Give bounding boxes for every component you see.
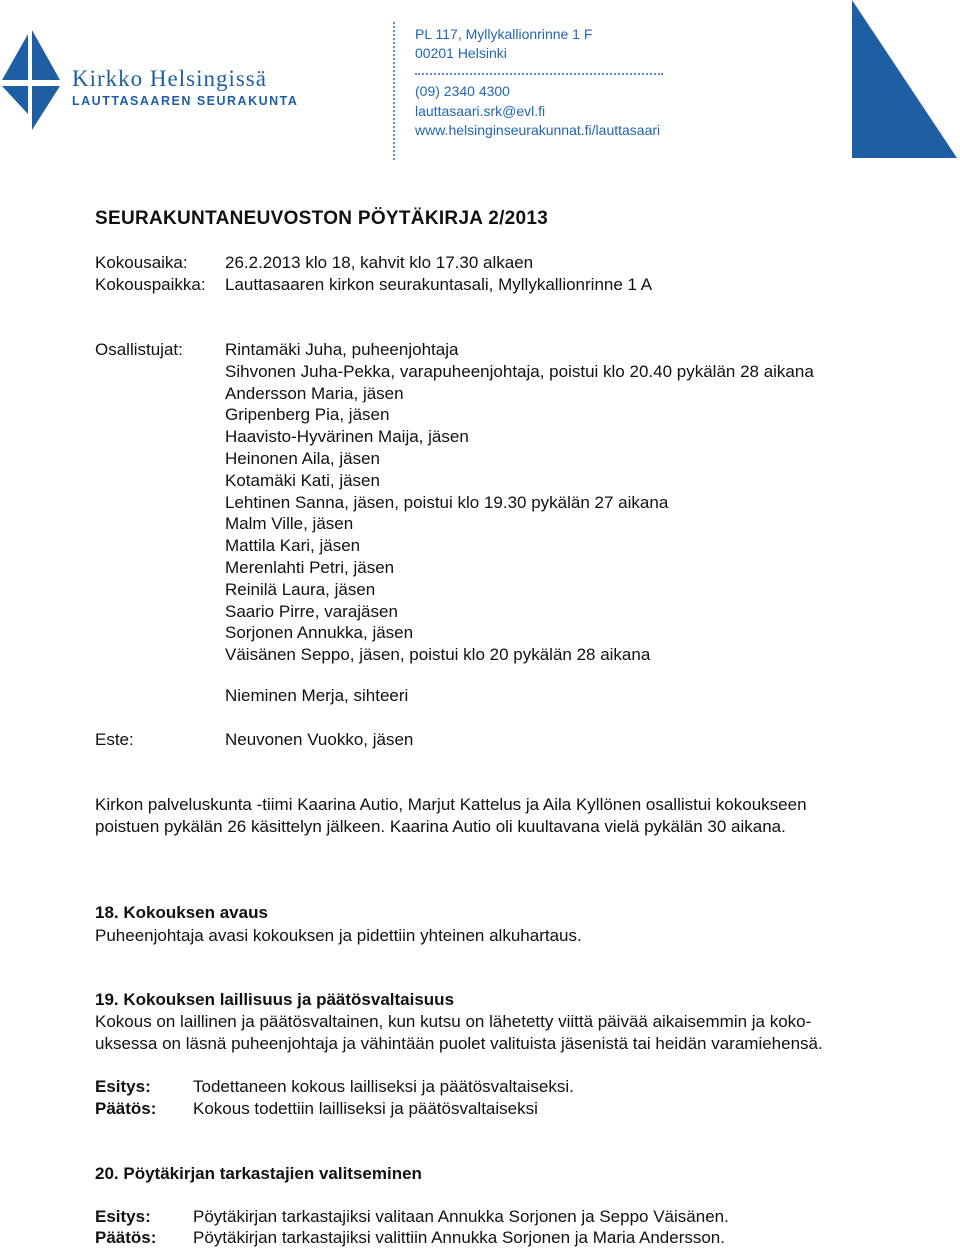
participant-item: Rintamäki Juha, puheenjohtaja (225, 340, 459, 359)
contact-phone: (09) 2340 4300 (415, 83, 510, 99)
church-logo-icon (2, 30, 66, 130)
logo-parish: LAUTTASAAREN SEURAKUNTA (72, 94, 299, 108)
section-20-proposal-label: Esitys: (95, 1207, 151, 1226)
contact-website[interactable]: www.helsinginseurakunnat.fi/lauttasaari (415, 122, 661, 138)
section-19-decision-label: Päätös: (95, 1099, 157, 1118)
note-line-2: poistuen pykälän 26 käsittelyn jälkeen. Kaarina Autio oli kuultavana vielä pykälän 30 aikana. (95, 817, 786, 836)
participant-item: Andersson Maria, jäsen (225, 383, 404, 403)
participants-label: Osallistujat: (95, 340, 183, 359)
logo (2, 30, 302, 135)
section-18-heading: 18. Kokouksen avaus (95, 903, 268, 922)
meeting-time-value: 26.2.2013 klo 18, kahvit klo 17.30 alkaen (225, 253, 534, 272)
section-19-proposal-label: Esitys: (95, 1077, 151, 1096)
participant-item: Saario Pirre, varajäsen (225, 601, 398, 621)
participant-item: Sihvonen Juha-Pekka, varapuheenjohtaja, poistui klo 20.40 pykälän 28 aikana (225, 361, 814, 381)
participant-item: Malm Ville, jäsen (225, 514, 354, 534)
header-divider (393, 22, 395, 160)
corner-triangle-icon (852, 0, 960, 160)
section-19-proposal: Todettaneen kokous lailliseksi ja päätösvaltaiseksi. (193, 1077, 574, 1096)
contact-divider (415, 73, 663, 75)
contact-postcode: 00201 Helsinki (415, 45, 507, 61)
secretary: Nieminen Merja, sihteeri (225, 686, 409, 705)
absent-value: Neuvonen Vuokko, jäsen (225, 730, 414, 749)
participant-item: Reinilä Laura, jäsen (225, 579, 376, 599)
meeting-place-label: Kokouspaikka: (95, 275, 206, 294)
section-19-decision: Kokous todettiin lailliseksi ja päätösvaltaiseksi (193, 1099, 538, 1118)
participant-item: Kotamäki Kati, jäsen (225, 470, 380, 490)
section-20-heading: 20. Pöytäkirjan tarkastajien valitseminen (95, 1164, 422, 1183)
participant-item: Merenlahti Petri, jäsen (225, 558, 395, 577)
contact-address: PL 117, Myllykallionrinne 1 F (415, 26, 593, 42)
participant-item: Lehtinen Sanna, jäsen, poistui klo 19.30 pykälän 27 aikana (225, 492, 669, 512)
meeting-place-value: Lauttasaaren kirkon seurakuntasali, Myllykallionrinne 1 A (225, 275, 653, 294)
section-18-text: Puheenjohtaja avasi kokouksen ja pidettiin yhteinen alkuhartaus. (95, 926, 582, 945)
page-title: SEURAKUNTANEUVOSTON PÖYTÄKIRJA 2/2013 (95, 208, 549, 229)
section-20-proposal: Pöytäkirjan tarkastajiksi valitaan Annukka Sorjonen ja Seppo Väisänen. (193, 1207, 729, 1226)
meeting-time-label: Kokousaika: (95, 253, 188, 272)
participant-item: Sorjonen Annukka, jäsen (225, 623, 414, 643)
section-19-text-2: uksessa on läsnä puheenjohtaja ja vähintään puolet valituista jäsenistä tai heidän varamiehensä. (95, 1034, 823, 1053)
section-19-text-1: Kokous on laillinen ja päätösvaltainen, kun kutsu on lähetetty viittä päivää aikaisemmin ja koko- (95, 1012, 812, 1031)
participant-item: Haavisto-Hyvärinen Maija, jäsen (225, 427, 469, 447)
logo-name: Kirkko Helsingissä (72, 66, 267, 91)
contact-email[interactable]: lauttasaari.srk@evl.fi (415, 103, 546, 119)
section-20-decision-label: Päätös: (95, 1228, 157, 1247)
participant-item: Gripenberg Pia, jäsen (225, 405, 390, 425)
section-20-decision: Pöytäkirjan tarkastajiksi valittiin Annukka Sorjonen ja Maria Andersson. (193, 1228, 725, 1247)
participant-item: Väisänen Seppo, jäsen, poistui klo 20 pykälän 28 aikana (225, 645, 651, 665)
participant-item: Heinonen Aila, jäsen (225, 449, 381, 468)
section-19-heading: 19. Kokouksen laillisuus ja päätösvaltaisuus (95, 990, 455, 1009)
note-line-1: Kirkon palveluskunta -tiimi Kaarina Autio, Marjut Kattelus ja Aila Kyllönen osallistui kokoukseen (95, 795, 807, 814)
participant-item: Mattila Kari, jäsen (225, 536, 361, 556)
absent-label: Este: (95, 730, 134, 749)
